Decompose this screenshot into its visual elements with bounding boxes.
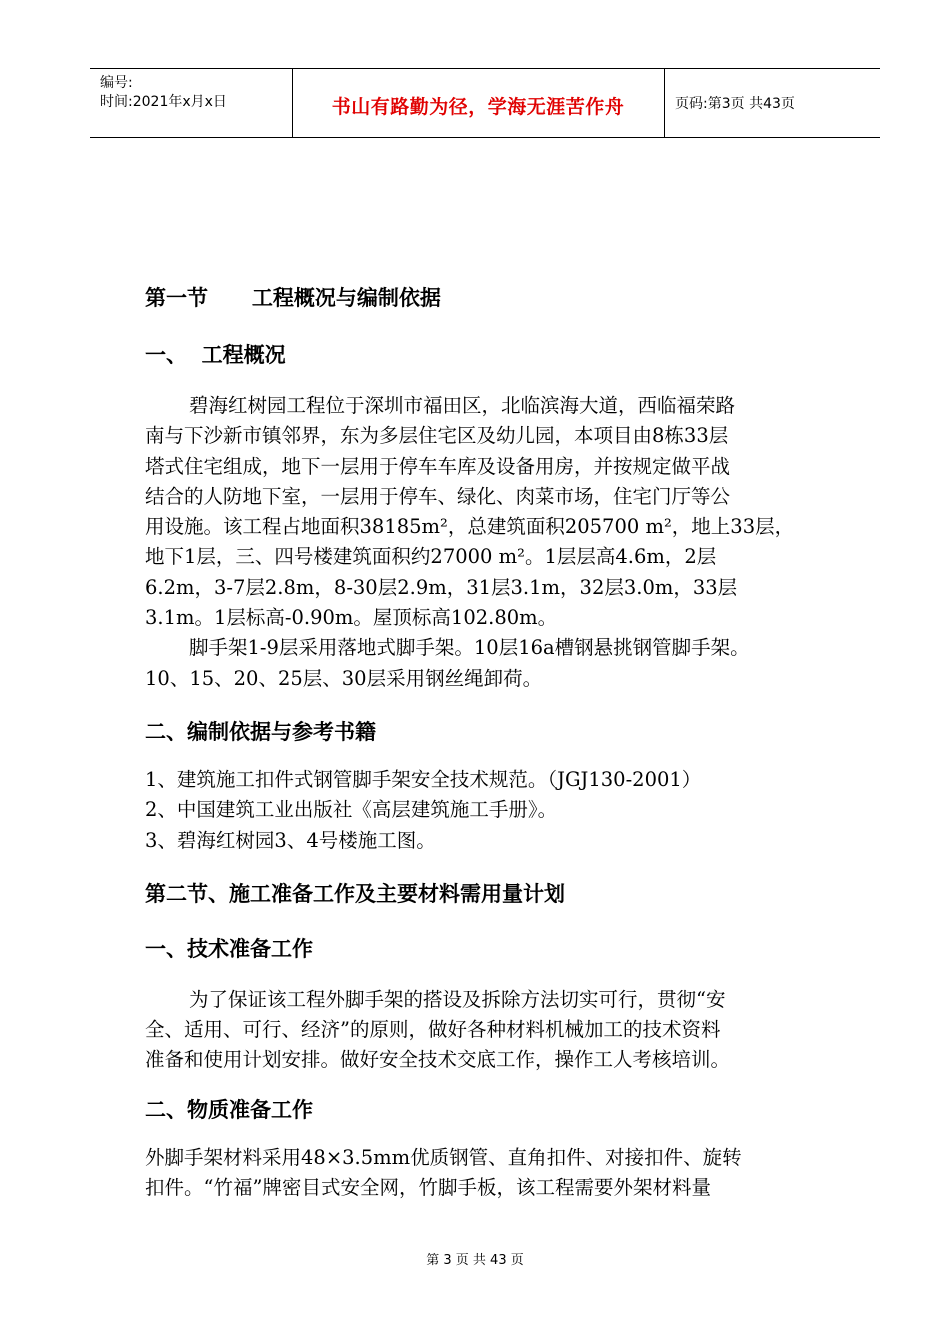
section-1-heading-references: 二、编制依据与参考书籍	[145, 719, 376, 744]
paragraph-line: 外脚手架材料采用48×3.5mm优质钢管、直角扣件、对接扣件、旋转	[145, 1145, 742, 1169]
list-item: 2、中国建筑工业出版社《高层建筑施工手册》。	[145, 798, 558, 822]
paragraph-line: 用设施。该工程占地面积38185m²，总建筑面积205700 m²，地上33层，	[145, 515, 795, 539]
overview-paragraph-1	[145, 391, 845, 633]
paragraph-line: 塔式住宅组成，地下一层用于停车车库及设备用房，并按规定做平战	[145, 454, 731, 478]
paragraph-line: 碧海红树园工程位于深圳市福田区，北临滨海大道，西临福荣路	[189, 394, 736, 417]
header-page-number: 页码:第3页 共43页	[675, 96, 795, 112]
paragraph-line: 全、适用、可行、经济”的原则，做好各种材料机械加工的技术资料	[145, 1018, 721, 1042]
paragraph-line: 南与下沙新市镇邻界，东为多层住宅区及幼儿园，本项目由8栋33层	[145, 424, 729, 448]
overview-paragraph-2	[145, 633, 845, 694]
document-time-label: 时间:2021年x月x日	[100, 94, 227, 110]
section-2-title: 第二节、施工准备工作及主要材料需用量计划	[145, 881, 565, 906]
section-1-title: 第一节 工程概况与编制依据	[145, 286, 441, 310]
paragraph-line: 扣件。“竹福”牌密目式安全网，竹脚手板，该工程需要外架材料量	[145, 1176, 711, 1200]
paragraph-line: 准备和使用计划安排。做好安全技术交底工作，操作工人考核培训。	[145, 1048, 731, 1072]
header-page-cell	[665, 69, 880, 137]
paragraph-line: 10、15、20、25层、30层采用钢丝绳卸荷。	[145, 666, 543, 690]
header-motto: 书山有路勤为径，学海无涯苦作舟	[331, 96, 625, 118]
header-meta-cell	[90, 69, 293, 137]
paragraph-line: 6.2m，3-7层2.8m，8-30层2.9m，31层3.1m，32层3.0m，33层	[145, 575, 738, 599]
section-2-heading-technical: 一、技术准备工作	[145, 936, 313, 961]
document-number-label: 编号:	[100, 75, 133, 91]
paragraph-line: 地下1层，三、四号楼建筑面积约27000 m²。1层层高4.6m，2层	[145, 545, 717, 569]
paragraph-line: 3.1m。1层标高-0.90m。屋顶标高102.80m。	[145, 606, 558, 630]
paragraph-line: 结合的人防地下室，一层用于停车、绿化、肉菜市场，住宅门厅等公	[145, 484, 731, 508]
paragraph-line: 为了保证该工程外脚手架的搭设及拆除方法切实可行，贯彻“安	[189, 987, 726, 1011]
list-item: 1、建筑施工扣件式钢管脚手架安全技术规范。（JGJ130-2001）	[145, 767, 702, 791]
header-motto-cell	[292, 69, 665, 137]
section-1-heading-overview: 一、 工程概况	[145, 343, 286, 367]
references-list	[145, 765, 845, 856]
section-2-heading-materials: 二、物质准备工作	[145, 1097, 313, 1122]
paragraph-line: 脚手架1-9层采用落地式脚手架。10层16a槽钢悬挑钢管脚手架。	[189, 636, 750, 660]
page-footer: 第 3 页 共 43 页	[426, 1253, 524, 1268]
technical-paragraph	[145, 985, 845, 1076]
list-item: 3、碧海红树园3、4号楼施工图。	[145, 828, 436, 852]
document-body	[145, 283, 845, 1203]
materials-paragraph	[145, 1143, 845, 1204]
page-header	[90, 68, 880, 138]
